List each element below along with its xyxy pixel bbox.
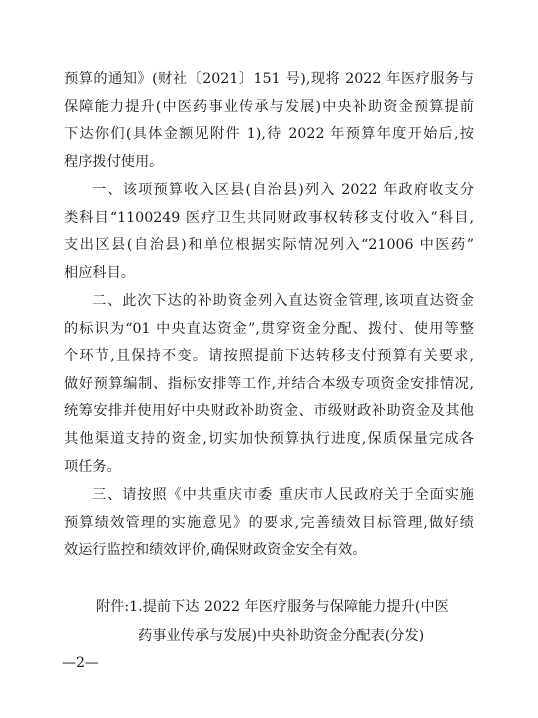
- text-line: 预算绩效管理的实施意见》的要求,完善绩效目标管理,做好绩: [64, 514, 474, 531]
- text-line: 支出区县(自治县)和单位根据实际情况列入“21006 中医药”: [64, 237, 474, 254]
- text-line: 预算的通知》(财社〔2021〕151 号),现将 2022 年医疗服务与: [64, 71, 474, 87]
- text-line: 类科目“1100249 医疗卫生共同财政事权转移支付收入”科目,: [64, 209, 474, 226]
- text-line: 的标识为“01 中央直达资金”,贯穿资金分配、拨付、使用等整: [64, 320, 474, 337]
- attachment-line: 药事业传承与发展)中央补助资金分配表(分发): [138, 628, 425, 644]
- text-line: 一、该项预算收入区县(自治县)列入 2022 年政府收支分: [92, 182, 474, 198]
- paragraph-budget-notice: [64, 66, 474, 176]
- text-line: 二、此次下达的补助资金列入直达资金管理,该项直达资金: [92, 293, 474, 309]
- text-line: 三、请按照《中共重庆市委 重庆市人民政府关于全面实施: [92, 487, 474, 503]
- text-line: 效运行监控和绩效评价,确保财政资金安全有效。: [64, 542, 367, 559]
- paragraph-item-1: [64, 177, 474, 287]
- text-line: 程序拨付使用。: [64, 153, 164, 170]
- attachment-line: 附件:1.提前下达 2022 年医疗服务与保障能力提升(中医: [96, 599, 449, 615]
- text-line: 做好预算编制、指标安排等工作,并结合本级专项资金安排情况,: [64, 375, 474, 392]
- text-line: 个环节,且保持不变。请按照提前下达转移支付预算有关要求,: [64, 348, 474, 365]
- attachment-list: [96, 593, 476, 651]
- text-line: 项任务。: [64, 458, 121, 475]
- text-line: 下达你们(具体金额见附件 1),待 2022 年预算年度开始后,按: [64, 126, 474, 143]
- paragraph-item-3: [64, 482, 474, 565]
- text-line: 保障能力提升(中医药事业传承与发展)中央补助资金预算提前: [64, 98, 474, 115]
- text-line: 统筹安排并使用好中央财政补助资金、市级财政补助资金及其他: [64, 403, 474, 420]
- text-line: 相应科目。: [64, 264, 135, 281]
- page-number: —2—: [62, 655, 99, 671]
- paragraph-item-2: [64, 288, 474, 481]
- text-line: 其他渠道支持的资金,切实加快预算执行进度,保质保量完成各: [64, 430, 474, 447]
